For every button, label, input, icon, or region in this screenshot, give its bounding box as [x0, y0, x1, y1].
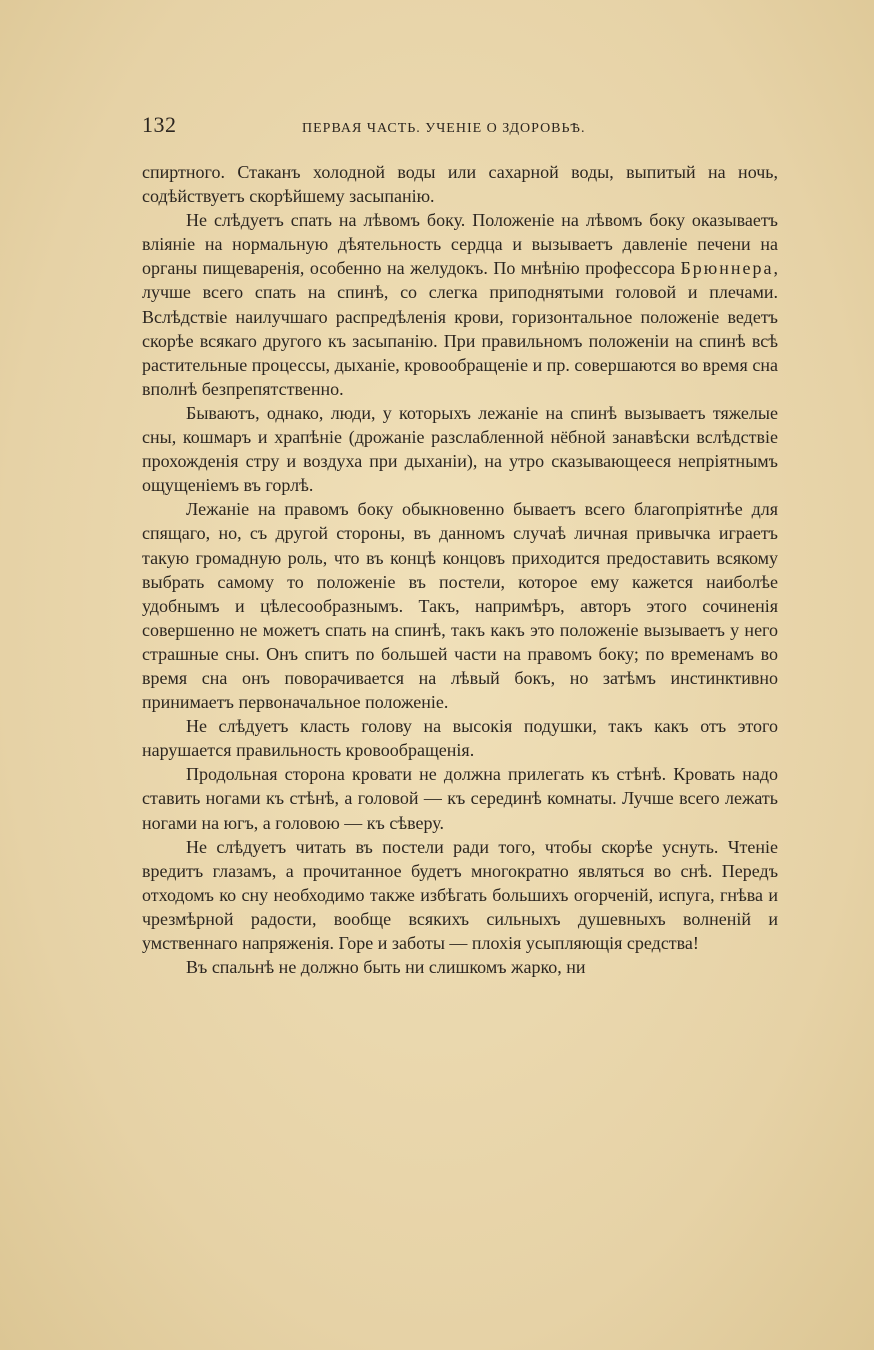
running-head: ПЕРВАЯ ЧАСТЬ. УЧЕНІЕ О ЗДОРОВЬѢ.: [302, 121, 586, 136]
paragraph-text: Не слѣдуетъ спать на лѣвомъ боку. Положеніе на лѣвомъ боку оказываетъ вліяніе на нормальную дѣятельность сердца и вызываетъ давленіе печени на органы пищеваренія, особенно на желудокъ. По мнѣнію профессора: [142, 210, 778, 279]
page-header: [142, 112, 778, 146]
paragraph-back-sleep: Бываютъ, однако, люди, у которыхъ лежаніе на спинѣ вызываетъ тяжелые сны, кошмаръ и храпѣніе (дрожаніе разслабленной нёбной занавѣски вслѣдствіе прохожденія стру и воздуха при дыханіи), на утро сказывающееся непріятнымъ ощущеніемъ въ горлѣ.: [142, 402, 778, 496]
author-name: Брюннера: [680, 258, 774, 279]
paragraph-text: , лучше всего спать на спинѣ, со слегка приподнятыми головой и плечами. Вслѣдствіе наилучшаго распредѣленія крови, горизонтальное положеніе ведетъ скорѣе всякаго другого къ засыпанію. При правильномъ положеніи на спинѣ всѣ растительные процессы, дыханіе, кровообращеніе и пр. совершаются во время сна вполнѣ безпрепятственно.: [142, 258, 778, 399]
book-page: [142, 112, 778, 979]
paragraph-continuation: спиртного. Стаканъ холодной воды или сахарной воды, выпитый на ночь, содѣйствуетъ скорѣйшему засыпанію.: [142, 162, 778, 207]
paragraph-reading: Не слѣдуетъ читать въ постели ради того, чтобы скорѣе уснуть. Чтеніе вредитъ глазамъ, а прочитанное будетъ многократно являться во снѣ. Передъ отходомъ ко сну необходимо также избѣгать большихъ огорченій, испуга, гнѣва и чрезмѣрной радости, вообще всякихъ сильныхъ душевныхъ волненій и умственнаго напряженія. Горе и заботы — плохія усыпляющія средства!: [142, 836, 778, 953]
page-number: 132: [142, 112, 177, 137]
paragraph-bed-position: Продольная сторона кровати не должна прилегать къ стѣнѣ. Кровать надо ставить ногами къ стѣнѣ, а головой — къ серединѣ комнаты. Лучше всего лежать ногами на югъ, а головою — къ сѣверу.: [142, 764, 778, 833]
paragraph-left-side: [142, 208, 778, 401]
body-text: [142, 160, 778, 979]
paragraph-pillows: Не слѣдуетъ класть голову на высокія подушки, такъ какъ отъ этого нарушается правильность кровообращенія.: [142, 716, 778, 761]
paragraph-bedroom: Въ спальнѣ не должно быть ни слишкомъ жарко, ни: [186, 957, 586, 978]
paragraph-right-side: Лежаніе на правомъ боку обыкновенно бываетъ всего благопріятнѣе для спящаго, но, съ другой стороны, въ данномъ случаѣ личная привычка играетъ такую громадную роль, что въ концѣ концовъ приходится предоставить всякому выбрать самому то положеніе въ постели, которое ему кажется наиболѣе удобнымъ и цѣлесообразнымъ. Такъ, напримѣръ, авторъ этого сочиненія совершенно не можетъ спать на спинѣ, такъ какъ это положеніе вызываетъ у него страшные сны. Онъ спитъ по большей части на правомъ боку; по временамъ во время сна онъ поворачивается на лѣвый бокъ, но затѣмъ инстинктивно принимаетъ первоначальное положеніе.: [142, 499, 778, 713]
